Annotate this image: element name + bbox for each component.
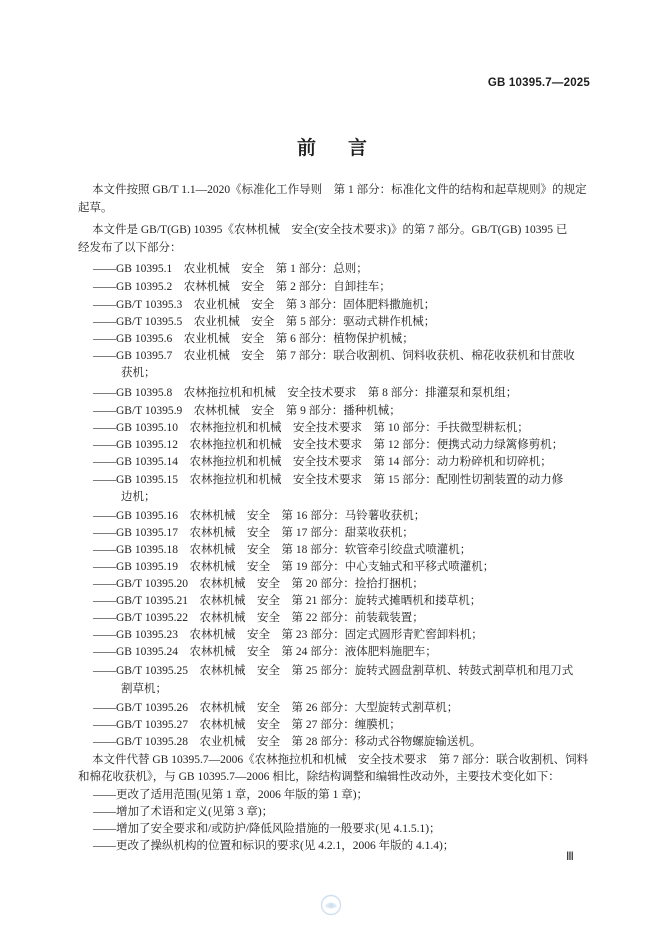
intro-paragraph-2-line: 本文件是 GB/T(GB) 10395《农林机械 安全(安全技术要求)》的第 7 部分。GB/T(GB) 10395 已 (92, 224, 568, 236)
part-list-item: ——GB 10395.14 农林拖拉机和机械 安全技术要求 第 14 部分：动力粉碎机和切碎机； (93, 456, 552, 468)
part-list-item: ——GB 10395.19 农林机械 安全 第 19 部分：中心支轴式和平移式喷灌机； (93, 561, 495, 573)
part-list-item: ——GB 10395.17 农林机械 安全 第 17 部分：甜菜收获机； (93, 527, 414, 539)
part-list-item: ——GB 10395.1 农业机械 安全 第 1 部分：总则； (93, 263, 368, 275)
technical-change-item: ——更改了适用范围(见第 1 章，2006 年版的第 1 章)； (93, 789, 369, 801)
part-list-item-continuation: 割草机； (121, 683, 167, 695)
intro-paragraph-1-continuation: 起草。 (78, 202, 113, 214)
part-list-item: ——GB/T 10395.21 农林机械 安全 第 21 部分：旋转式摊晒机和搂草机； (93, 595, 482, 607)
part-list-item-continuation: 获机； (121, 367, 156, 379)
intro-paragraph-2-continuation: 经发布了以下部分： (78, 242, 182, 254)
part-list-item: ——GB/T 10395.22 农林机械 安全 第 22 部分：前装载装置； (93, 612, 424, 624)
part-list-item: ——GB 10395.18 农林机械 安全 第 18 部分：软管牵引绞盘式喷灌机； (93, 544, 472, 556)
part-list-item: ——GB/T 10395.20 农林机械 安全 第 20 部分：捡拾打捆机； (93, 578, 424, 590)
part-list-item-continuation: 边机； (121, 491, 156, 503)
part-list-item: ——GB/T 10395.26 农林机械 安全 第 26 部分：大型旋转式割草机； (93, 702, 459, 714)
part-list-item: ——GB/T 10395.28 农业机械 安全 第 28 部分：移动式谷物螺旋输送机。 (93, 736, 482, 748)
part-list-item: ——GB/T 10395.9 农林机械 安全 第 9 部分：播种机械； (93, 405, 401, 417)
page-number: Ⅲ (566, 851, 574, 863)
publisher-logo-icon (320, 894, 342, 916)
part-list-item: ——GB 10395.6 农业机械 安全 第 6 部分：植物保护机械； (93, 333, 414, 345)
document-number: GB 10395.7—2025 (487, 77, 590, 89)
replacement-paragraph-line: 本文件代替 GB 10395.7—2006《农林拖拉机和机械 安全技术要求 第 7 部分：联合收割机、饲料 (92, 754, 589, 766)
part-list-item: ——GB 10395.23 农林机械 安全 第 23 部分：固定式圆形青贮窖卸料机； (93, 629, 483, 641)
part-list-item: ——GB 10395.10 农林拖拉机和机械 安全技术要求 第 10 部分：手扶微型耕耘机； (93, 422, 529, 434)
part-list-item: ——GB/T 10395.5 农业机械 安全 第 5 部分：驱动式耕作机械； (93, 316, 436, 328)
part-list-item: ——GB 10395.24 农林机械 安全 第 24 部分：液体肥料施肥车； (93, 646, 437, 658)
technical-change-item: ——增加了安全要求和/或防护/降低风险措施的一般要求(见 4.1.5.1)； (93, 823, 441, 835)
part-list-item: ——GB 10395.8 农林拖拉机和机械 安全技术要求 第 8 部分：排灌泵和泵机组； (93, 387, 518, 399)
page-title: 前 言 (296, 137, 365, 159)
part-list-item: ——GB/T 10395.3 农业机械 安全 第 3 部分：固体肥料撒施机； (93, 299, 436, 311)
technical-change-item: ——增加了术语和定义(见第 3 章)； (93, 806, 274, 818)
part-list-item: ——GB 10395.2 农林机械 安全 第 2 部分：自卸挂车； (93, 281, 391, 293)
technical-change-item: ——更改了操纵机构的位置和标识的要求(见 4.2.1，2006 年版的 4.1.4)； (93, 840, 455, 852)
part-list-item: ——GB 10395.12 农林拖拉机和机械 安全技术要求 第 12 部分：便携式动力绿篱修剪机； (93, 439, 564, 451)
replacement-paragraph-continuation: 和棉花收获机》，与 GB 10395.7—2006 相比，除结构调整和编辑性改动外，主要技术变化如下： (78, 771, 560, 783)
part-list-item: ——GB/T 10395.27 农林机械 安全 第 27 部分：缠膜机； (93, 719, 401, 731)
part-list-item: ——GB 10395.16 农林机械 安全 第 16 部分：马铃薯收获机； (93, 510, 426, 522)
part-list-item: ——GB/T 10395.25 农林机械 安全 第 25 部分：旋转式圆盘割草机、转鼓式割草机和甩刀式 (93, 665, 574, 677)
part-list-item: ——GB 10395.7 农业机械 安全 第 7 部分：联合收割机、饲料收获机、棉花收获机和甘蔗收 (93, 350, 575, 362)
intro-paragraph-1-line: 本文件按照 GB/T 1.1—2020《标准化工作导则 第 1 部分：标准化文件的结构和起草规则》的规定 (92, 184, 587, 196)
part-list-item: ——GB 10395.15 农林拖拉机和机械 安全技术要求 第 15 部分：配刚性切割装置的动力修 (93, 474, 564, 486)
